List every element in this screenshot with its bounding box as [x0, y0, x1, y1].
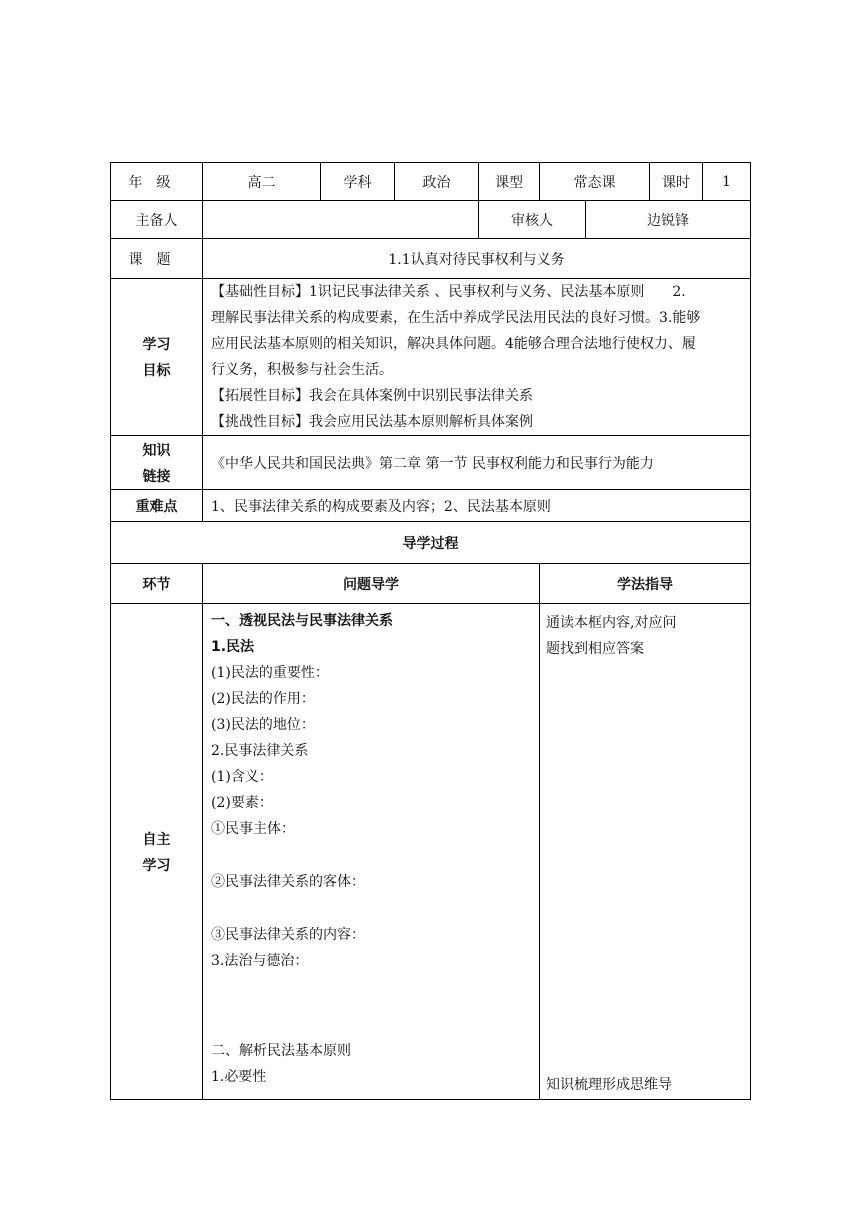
col-guide-header: 学法指导 [540, 564, 751, 604]
sub-heading: 3.法治与德治： [211, 953, 309, 969]
lesson-plan-table [110, 162, 751, 1100]
subject-label: 学科 [321, 163, 395, 201]
objectives-label-line2: 目标 [142, 363, 171, 379]
sub-heading: 1.必要性 [211, 1069, 267, 1085]
answer-space [211, 895, 531, 922]
question-line: ①民事主体： [211, 821, 295, 837]
question-line: (1)含义： [211, 769, 273, 785]
stage-line2: 学习 [142, 857, 171, 874]
objective-line: 理解民事法律关系的构成要素，在生活中养成学民法用民法的良好习惯。3.能够 [211, 310, 701, 326]
process-section-title: 导学过程 [111, 522, 751, 564]
stage-self-study [111, 604, 203, 1100]
col-questions-header: 问题导学 [203, 564, 540, 604]
objective-line: 应用民法基本原则的相关知识，解决具体问题。4能够合理合法地行使权力、履 [211, 336, 696, 352]
questions-content [203, 604, 540, 1100]
reviewer-label: 审核人 [479, 201, 586, 239]
section-heading: 一、透视民法与民事法律关系 [211, 613, 393, 629]
knowledge-label-line2: 链接 [142, 468, 171, 485]
objectives-label-line1: 学习 [142, 337, 171, 353]
objectives-label [111, 279, 203, 436]
question-line: (1)民法的重要性： [211, 665, 329, 681]
question-line: (2)民法的作用： [211, 691, 315, 707]
key-points-value: 1、民事法律关系的构成要素及内容；2、民法基本原则 [203, 490, 751, 522]
knowledge-label [111, 436, 203, 490]
question-line: ②民事法律关系的客体： [211, 874, 365, 890]
answer-space [211, 974, 531, 1026]
preparer-label: 主备人 [111, 201, 203, 239]
grade-value: 高二 [203, 163, 321, 201]
topic-value: 1.1认真对待民事权利与义务 [203, 239, 751, 279]
preparer-value [203, 201, 479, 239]
lesson-type-value: 常态课 [540, 163, 650, 201]
question-line: (2)要素： [211, 795, 273, 811]
answer-space [211, 842, 531, 869]
reviewer-value: 边锐锋 [586, 201, 751, 239]
objective-line: 行义务，积极参与社会生活。 [211, 362, 393, 378]
objective-line: 【基础性目标】1识记民事法律关系 、民事权利与义务、民法基本原则 2. [211, 284, 686, 300]
question-line: (3)民法的地位： [211, 717, 315, 733]
grade-label: 年级 [111, 163, 203, 201]
period-value: 1 [703, 163, 751, 201]
key-points-label: 重难点 [111, 490, 203, 522]
guide-tip-line: 通读本框内容,对应问 [546, 615, 677, 631]
topic-label: 课题 [111, 239, 203, 279]
sub-heading: 1.民法 [211, 639, 255, 655]
lesson-type-label: 课型 [479, 163, 540, 201]
knowledge-value: 《中华人民共和国民法典》第二章 第一节 民事权利能力和民事行为能力 [203, 436, 751, 490]
knowledge-label-line1: 知识 [142, 442, 171, 459]
subject-value: 政治 [395, 163, 479, 201]
period-label: 课时 [650, 163, 703, 201]
objective-line: 【挑战性目标】我会应用民法基本原则解析具体案例 [211, 414, 533, 430]
sub-heading: 2.民事法律关系 [211, 743, 309, 759]
guide-tip-bottom: 知识梳理形成思维导 [546, 1077, 672, 1093]
objectives-content [203, 279, 751, 436]
objective-line: 【拓展性目标】我会在具体案例中识别民事法律关系 [211, 388, 533, 404]
section-heading: 二、解析民法基本原则 [211, 1043, 351, 1059]
question-line: ③民事法律关系的内容： [211, 927, 365, 943]
guide-tip-line: 题找到相应答案 [546, 641, 644, 657]
guide-content [540, 604, 751, 1100]
stage-line1: 自主 [142, 831, 171, 848]
col-stage-header: 环节 [111, 564, 203, 604]
